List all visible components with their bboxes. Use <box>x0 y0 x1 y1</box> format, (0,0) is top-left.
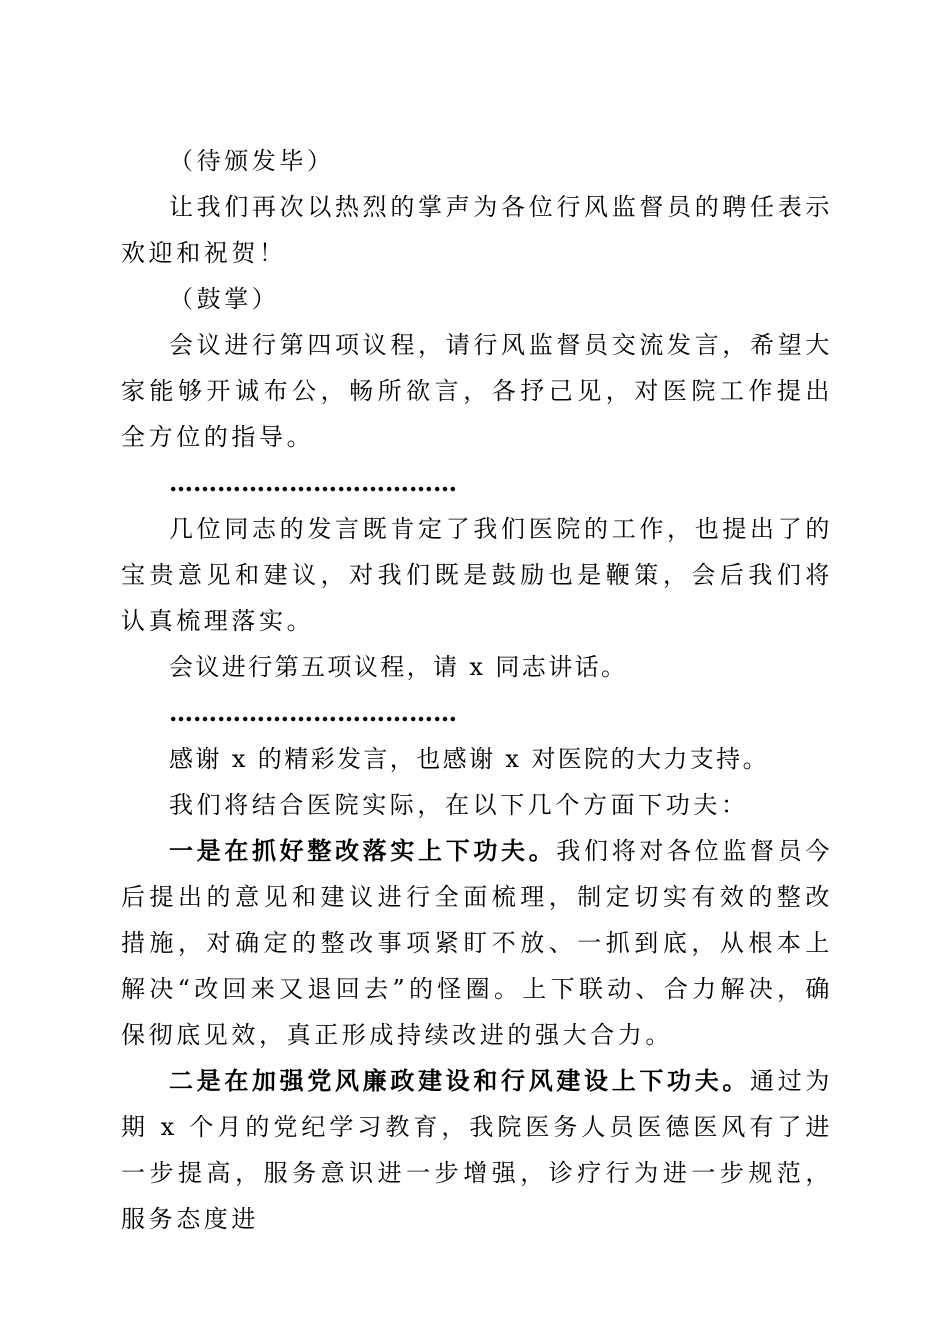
paragraph-measure-one <box>121 828 833 1058</box>
paragraph-applause-invitation: 让我们再次以热烈的掌声为各位行风监督员的聘任表示欢迎和祝贺！ <box>121 193 833 267</box>
paragraph-agenda-four: 会议进行第四项议程，请行风监督员交流发言，希望大家能够开诚布公，畅所欲言，各抒己见，对医院工作提出全方位的指导。 <box>121 331 833 451</box>
measure-two-heading: 二是在加强党风廉政建设和行风建设上下功夫。 <box>169 1066 751 1095</box>
paragraph-awarding-note: （待颁发毕） <box>169 147 335 175</box>
measure-one-heading: 一是在抓好整改落实上下功夫。 <box>169 836 557 865</box>
measure-two-text: 通过为期 x 个月的党纪学习教育，我院医务人员医德医风有了进一步提高，服务意识进一步增强，诊疗行为进一步规范，服务态度进 <box>121 1067 833 1233</box>
paragraph-agenda-five: 会议进行第五项议程，请 x 同志讲话。 <box>169 653 628 681</box>
ellipsis-divider: ……………………………… <box>169 468 457 497</box>
paragraph-thanks: 感谢 x 的精彩发言，也感谢 x 对医院的大力支持。 <box>169 745 769 773</box>
paragraph-speech-summary: 几位同志的发言既肯定了我们医院的工作，也提出了的宝贵意见和建议，对我们既是鼓励也是鞭策，会后我们将认真梳理落实。 <box>121 515 833 635</box>
paragraph-intro-measures: 我们将结合医院实际，在以下几个方面下功夫： <box>169 791 749 819</box>
paragraph-applause-note: （鼓掌） <box>169 285 280 313</box>
paragraph-measure-two <box>121 1058 833 1242</box>
ellipsis-divider: ……………………………… <box>169 698 457 727</box>
document-body <box>121 138 833 1242</box>
measure-one-text: 我们将对各位监督员今后提出的意见和建议进行全面梳理，制定切实有效的整改措施，对确定的整改事项紧盯不放、一抓到底，从根本上解决“改回来又退回去”的怪圈。上下联动、合力解决，确保彻底见效，真正形成持续改进的强大合力。 <box>121 837 833 1049</box>
